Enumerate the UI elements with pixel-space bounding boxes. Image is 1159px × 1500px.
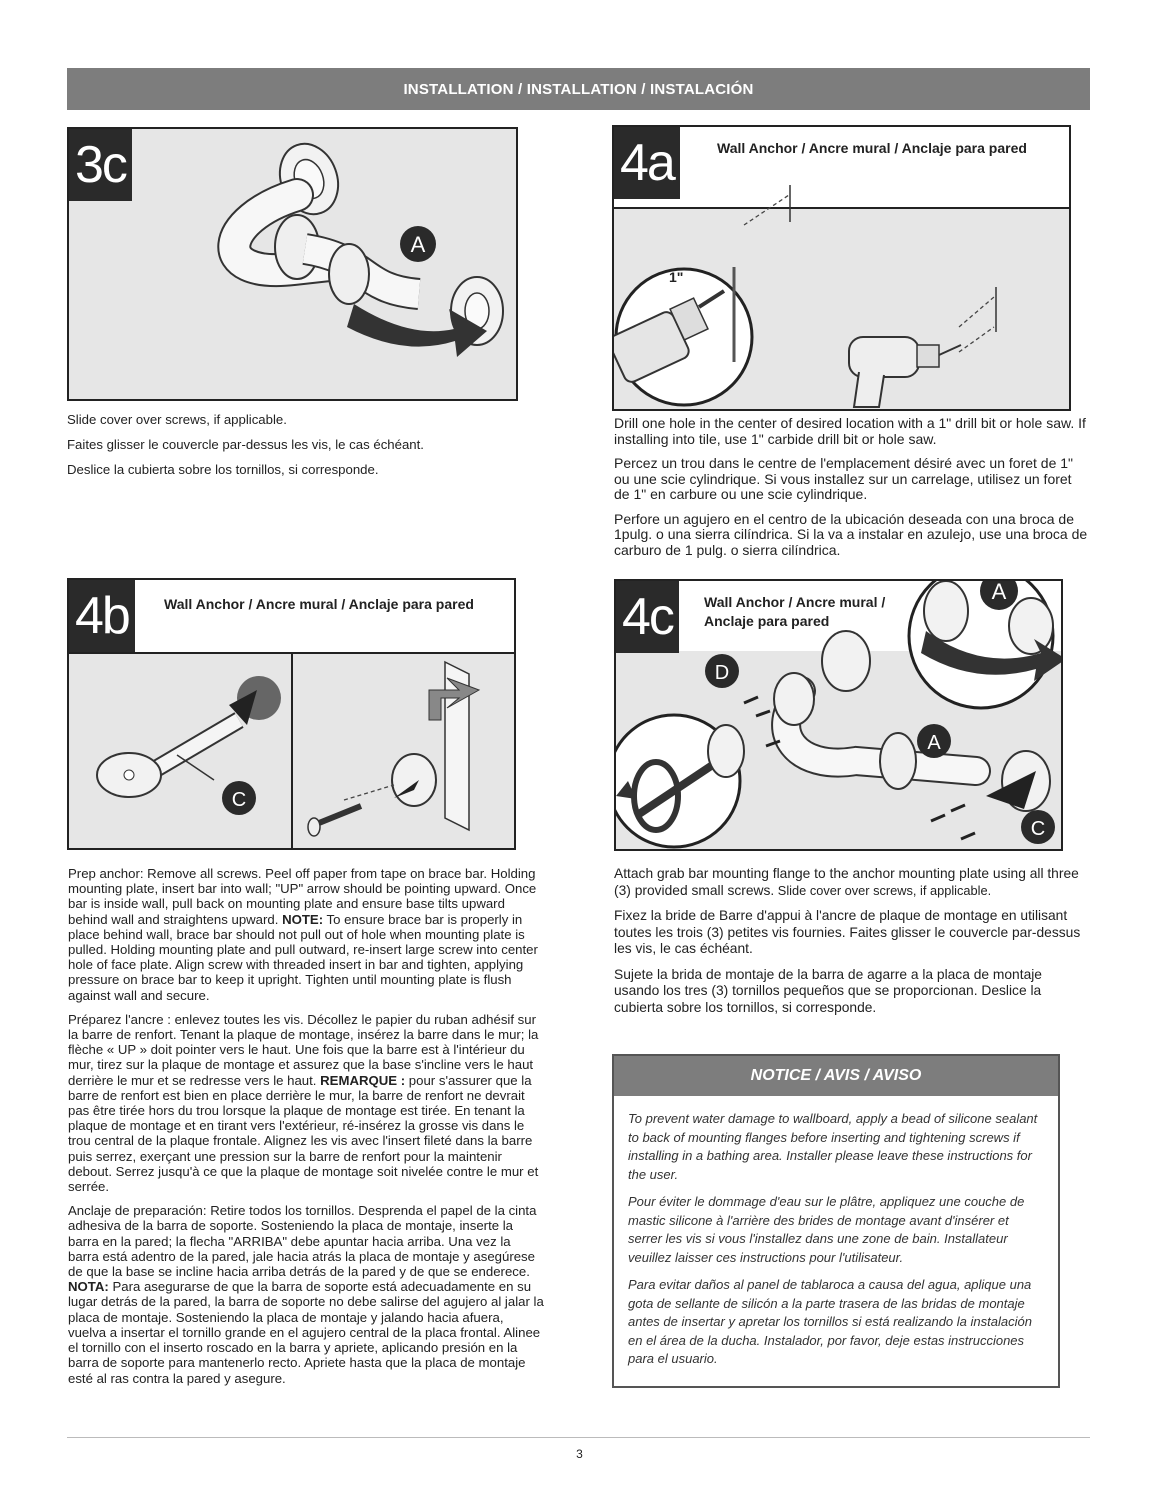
callout-c-badge <box>1020 809 1056 845</box>
text-run: pour s'assurer que la barre de renfort est bien en place derrière le mur, la barre de renfort ne devrait pas être tirée hors du trou lorsque la plaque de montage est tirée. En tenant la plaque de montage et en tirant vers l'extérieur, ré-insérez la grosse vis dans le trou central de la plaque frontale. Alignez les vis avec l'insert fileté dans la barre puis serrez, exerçant une pression sur la barre de renfort pour la maintenir debout. Serrez jusqu'à ce que la plaque de montage soit nivelée contre le mur et serrée. <box>68 1072 539 1195</box>
step-4a-french: Percez un trou dans le centre de l'emplacement désiré avec un foret de 1" ou une scie cylindrique. Si vous installez sur un carrelage, utilisez un foret de 1" en carbure ou une scie cylindrique. <box>614 455 1074 502</box>
note-label: NOTE: <box>282 911 324 927</box>
grab-bar-cover-illustration <box>69 129 516 399</box>
step-3c-spanish: Deslice la cubierta sobre los tornillos, si corresponde. <box>67 462 379 477</box>
notice-spanish: Para evitar daños al panel de tablaroca a causa del agua, aplique una gota de sellante de silicón a la parte trasera de las bridas de montaje antes de insertar y apretar los tornillos si está realizando la instalación en el área de la ducha. Instalador, por favor, deje estas instrucciones para el usuario. <box>628 1277 1032 1366</box>
step-3c-french: Faites glisser le couvercle par-dessus les vis, le cas échéant. <box>67 437 424 452</box>
callout-a-badge <box>399 225 437 263</box>
step-4a-spanish: Perfore un agujero en el centro de la ubicación deseada con una broca de 1pulg. o una sierra cilíndrica. Si la va a instalar en azulejo, use una broca de carburo de 1 pulg. o sierra cilíndrica. <box>614 510 1088 558</box>
anchor-insert-illustration <box>69 580 514 848</box>
step-number: 3c <box>69 129 132 201</box>
callout-a2-letter: A <box>927 732 941 754</box>
step-4b-spanish <box>68 1203 544 1385</box>
step-number: 4a <box>614 127 680 199</box>
text-run: Préparez l'ancre : enlevez toutes les vis. Décollez le papier du ruban adhésif sur la barre de renfort. Tenant la plaque de montage, insérez la barre dans le mur; la flèche « UP » doit pointer vers le haut. Une fois que la barre est à l'intérieur du mur, tirez sur la plaque de montage et assurez que la base s'incline vers le haut derrière le mur et se redresse vers le haut. <box>68 1011 539 1088</box>
drill-size-label: 1" <box>669 269 684 285</box>
step-4b-panel <box>67 578 516 850</box>
callout-a-letter: A <box>410 232 426 257</box>
page-number: 3 <box>576 1447 583 1461</box>
section-banner: INSTALLATION / INSTALLATION / INSTALACIÓN <box>67 68 1090 110</box>
step-4a-text <box>614 416 1089 567</box>
step-4c-title: Wall Anchor / Ancre mural / Anclaje para pared <box>704 594 886 629</box>
step-4c-french: Fixez la bride de Barre d'appui à l'ancre de plaque de montage en utilisant toutes les trois (3) petites vis fournies. Faites glisser le couvercle par-dessus les vis, le cas échéant. <box>614 908 1081 956</box>
text-run: Slide cover over screws, if applicable. <box>774 882 992 898</box>
text-run: Prep anchor: Remove all screws. Peel off paper from tape on brace bar. Holding mounting plate, insert bar into wall; "UP" arrow should be pointing upward. Once bar is inside wall, pull back on mounting plate and ensure base tilts upward behind wall and straightens upward. <box>68 866 537 927</box>
callout-a2-badge <box>916 723 952 759</box>
step-4a-title: Wall Anchor / Ancre mural / Anclaje para pared <box>717 140 1027 156</box>
step-4c-text <box>614 866 1084 1025</box>
flange-attach-illustration <box>616 581 1061 849</box>
step-3c-text <box>67 412 514 487</box>
step-number: 4c <box>616 581 679 653</box>
callout-d-badge <box>704 653 740 689</box>
note-label: NOTA: <box>68 1279 109 1295</box>
notice-english: To prevent water damage to wallboard, apply a bead of silicone sealant to back of mounting flanges before inserting and tightening screws if installing in a bathing area. Installer please leave these instructions for the user. <box>628 1111 1038 1182</box>
notice-heading: NOTICE / AVIS / AVISO <box>614 1056 1058 1096</box>
step-4b-english <box>68 866 544 1003</box>
note-label: REMARQUE : <box>320 1072 406 1088</box>
step-4a-panel <box>612 125 1071 411</box>
text-run: Attach grab bar mounting flange to the anchor mounting plate using all three (3) provided small screws. <box>614 866 1079 898</box>
step-4c-english <box>614 866 1084 899</box>
text-run: Para asegurarse de que la barra de soporte está adecuadamente en su lugar detrás de la pared, la barra de soporte no debe salirse del agujero al jalar la placa de montaje. Sosteniendo la placa de montaje y jalando hacia afuera, vuelva a insertar el tornillo grande en el agujero central de la placa frontal. Alinee el tornillo con el inserto roscado en la barra y apriete, aplicando presión en la barra de soporte para mantenerlo recto. Apriete hasta que la placa de montaje esté al ras contra la pared y asegure. <box>68 1279 544 1386</box>
callout-c-badge <box>221 780 257 816</box>
callout-d-letter: D <box>714 662 730 684</box>
text-run: Anclaje de preparación: Retire todos los tornillos. Desprenda el papel de la cinta adhesiva de la barra de soporte. Sosteniendo la placa de montaje, inserte la barra en la pared; la flecha "ARRIBA" debe apuntar hacia arriba. Una vez la barra está adentro de la pared, jale hacia atrás la placa de montaje y asegúrese de que la base se incline hacia arriba detrás de la pared y de que se enderece. <box>68 1203 537 1280</box>
step-3c-panel <box>67 127 518 401</box>
step-3c-english: Slide cover over screws, if applicable. <box>67 412 287 427</box>
step-4b-french <box>68 1012 544 1194</box>
footer-rule <box>67 1437 1090 1438</box>
callout-c-letter: C <box>231 789 247 811</box>
notice-french: Pour éviter le dommage d'eau sur le plâtre, appliquez une couche de mastic silicone à l'arrière des brides de montage avant d'insérer et serrer les vis si vous l'installez dans une zone de bain. Installateur veuillez laisser ces instructions pour l'utilisateur. <box>628 1194 1025 1265</box>
step-4b-text <box>68 866 544 1395</box>
notice-box <box>612 1054 1060 1388</box>
step-number: 4b <box>69 580 135 652</box>
step-4c-panel <box>614 579 1063 851</box>
callout-a-badge <box>979 579 1019 611</box>
step-4a-english: Drill one hole in the center of desired location with a 1" drill bit or hole saw. If installing into tile, use 1" carbide drill bit or hole saw. <box>614 415 1086 447</box>
drilling-illustration <box>614 127 1069 409</box>
step-4c-spanish: Sujete la brida de montaje de la barra de agarre a la placa de montaje usando los tres (3) tornillos pequeños que se proporcionan. Deslice la cubierta sobre los tornillos, si corresponde. <box>614 966 1042 1015</box>
callout-c-letter: C <box>1030 818 1046 840</box>
notice-body <box>614 1096 1058 1369</box>
callout-a-letter: A <box>991 579 1007 604</box>
text-run: To ensure brace bar is properly in place behind wall, brace bar should not pull out of hole when mounting plate is pulled. Holding mounting plate and pull outward, re-insert large screw into center hole of face plate. Align screw with threaded insert in bar and tighten, applying pressure on brace bar to keep it upright. Tighten until mounting plate is flush against wall and secure. <box>68 911 538 1003</box>
step-4b-title: Wall Anchor / Ancre mural / Anclaje para pared <box>164 596 474 612</box>
